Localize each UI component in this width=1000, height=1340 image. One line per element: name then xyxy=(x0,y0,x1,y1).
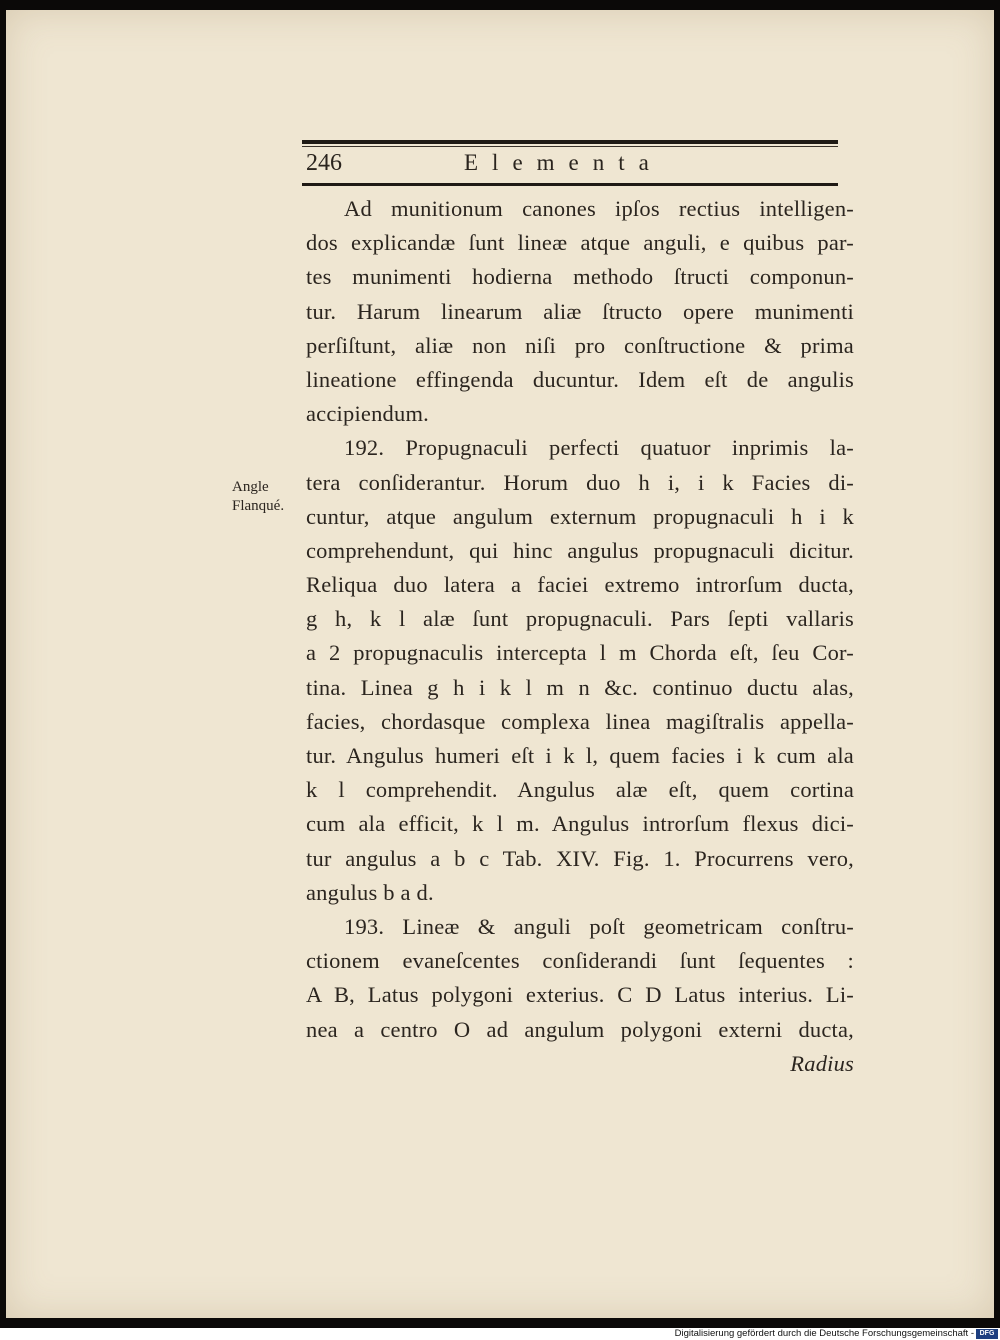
text-line: k l comprehendit. Angulus alæ eſt, quem cortina xyxy=(306,777,854,803)
text-line: tur angulus a b c Tab. XIV. Fig. 1. Procurrens vero, xyxy=(306,845,854,871)
running-title: Elementa xyxy=(464,150,663,175)
text-line: nea a centro O ad angulum polygoni externi ducta, xyxy=(306,1016,854,1042)
text-line: facies, chordasque complexa linea magiſtralis appella- xyxy=(306,708,854,734)
dfg-logo: DFG xyxy=(976,1329,998,1339)
text-line: comprehendunt, qui hinc angulus propugnaculi dicitur. xyxy=(306,537,854,563)
margin-note-line: Angle xyxy=(232,479,269,495)
catchword: Radius xyxy=(790,1050,854,1076)
text-line: Reliqua duo latera a faciei extremo introrſum ducta, xyxy=(306,572,854,598)
text-line: 193. Lineæ & anguli poſt geometricam conſtru- xyxy=(344,913,854,939)
text-line: dos explicandæ ſunt lineæ atque anguli, e quibus par- xyxy=(306,230,854,256)
text-line: tes munimenti hodierna methodo ſtructi componun- xyxy=(306,264,854,290)
funding-credit: Digitalisierung gefördert durch die Deutsche Forschungsgemeinschaft - xyxy=(674,1328,974,1339)
top-thin-rule xyxy=(302,146,838,147)
text-line: tur. Angulus humeri eſt i k l, quem facies i k cum ala xyxy=(306,743,854,768)
text-line: ctionem evaneſcentes conſiderandi ſunt ſequentes : xyxy=(306,948,854,974)
body-text xyxy=(306,192,854,1081)
margin-note xyxy=(232,478,284,516)
page-number: 246 xyxy=(306,150,342,176)
running-head xyxy=(302,140,838,190)
text-line: Ad munitionum canones ipſos rectius intelligen- xyxy=(344,196,854,221)
text-line: lineatione effingenda ducuntur. Idem eſt de angulis xyxy=(306,366,854,392)
text-line: A B, Latus polygoni exterius. C D Latus interius. Li- xyxy=(306,982,854,1008)
bottom-rule xyxy=(302,183,838,186)
text-line: tur. Harum linearum aliæ ſtructo opere munimenti xyxy=(306,298,854,324)
top-rule xyxy=(302,140,838,144)
text-line: tina. Linea g h i k l m n &c. continuo ductu alas, xyxy=(306,674,854,700)
digitization-footer xyxy=(0,1328,1000,1340)
text-line: angulus b a d. xyxy=(306,879,434,905)
text-line: cum ala efficit, k l m. Angulus introrſum flexus dici- xyxy=(306,811,854,837)
text-line: a 2 propugnaculis intercepta l m Chorda eſt, ſeu Cor- xyxy=(306,640,854,666)
text-line: perſiſtunt, aliæ non niſi pro conſtructione & prima xyxy=(306,332,854,358)
text-line: g h, k l alæ ſunt propugnaculi. Pars ſepti vallaris xyxy=(306,606,854,632)
text-line: 192. Propugnaculi perfecti quatuor inprimis la- xyxy=(344,435,854,461)
text-line: tera conſiderantur. Horum duo h i, i k Facies di- xyxy=(306,469,854,495)
text-line: cuntur, atque angulum externum propugnaculi h i k xyxy=(306,503,854,529)
text-line: accipiendum. xyxy=(306,401,429,427)
margin-note-line: Flanqué. xyxy=(232,498,285,514)
